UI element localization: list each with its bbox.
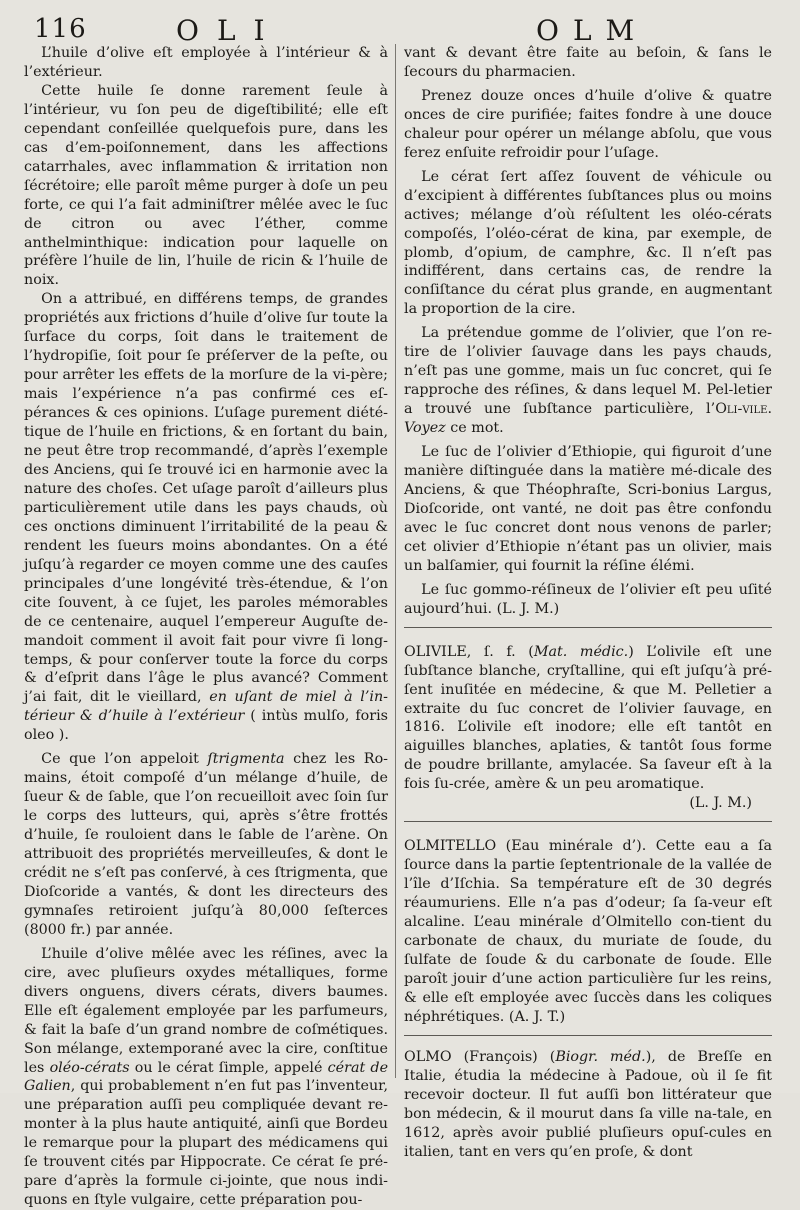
entry-category: Mat. médic. <box>533 643 629 660</box>
paragraph: On a attribué, en différens temps, de grandes propriétés aux frictions d’huile d’olive ſur toute la ſurface du corps, ſoit dans le traitement de l’hydropiſie, ſoit pour ſe préſerver de la peſte, ou pour arrêter les effets de la morſure de la vi-père; mais l’expérience n’a pas confirmé ces eſ-pérances & ces opinions. L’uſage purement diété-tique de l’huile en frictions, & en ſortant du bain, ne peut être trop recommandé, d’après l’exemple des Anciens, qui ſe trouvé ici en harmonie avec la nature des choſes. Cet uſage paroît d’ailleurs plus particulièrement utile dans les pays chauds, où ces onctions diminuent l’irritabilité de la peau & rendent les ſueurs moins abondantes. On a été juſqu’à regarder ce moyen comme une des cauſes principales d’une longévité très-étendue, & l’on cite ſouvent, à ce ſujet, les paroles mémorables de ce centenaire, auquel l’empereur Auguſte de-mandoit comment il avoit fait pour vivre ſi long-temps, & pour conſerver toute la force du corps & d’eſprit dans l’âge le plus avancé? Comment j’ai fait, dit le vieillard, en uſant de miel à l’in-térieur & d’huile à l’extérieur ( intùs mulſo, foris oleo ). <box>24 291 388 744</box>
page-header <box>0 0 800 47</box>
paragraph: Ce que l’on appeloit ſtrigmenta chez les Ro-mains, étoit compoſé d’un mélange d’huile, de ſueur & de ſable, que l’on recueilloit avec ſoin ſur le corps des lutteurs, qui, après s’être frottés d’huile, ſe rouloient dans le ſable de l’arène. On attribuoit des propriétés merveilleuſes, & dont le crédit ne s’eſt pas conſervé, à ces ſtrigmenta, que Dioſcoride a vantés, & dont les directeurs des gymnaſes retiroient juſqu’à 80,000 ſeſterces (8000 fr.) par année. <box>24 751 389 938</box>
paragraph: L’huile d’olive eſt employée à l’intérieur & à l’extérieur. <box>24 45 388 80</box>
italic-term: oléo-cérats <box>49 1059 130 1076</box>
italic-term: Voyez <box>404 420 446 437</box>
running-head-left: OLI <box>176 14 283 47</box>
entry-divider <box>404 1035 772 1036</box>
paragraph: La prétendue gomme de l’olivier, que l’on re-tire de l’olivier ſauvage dans les pays chauds, n’eſt pas une gomme, mais un ſuc concret, qui ſe rapproche des réſines, & dans lequel M. Pel-letier a trouvé une ſubſtance particulière, l’Oli-vile. Voyez ce mot. <box>404 325 772 437</box>
paragraph: Le cérat ſert aſſez ſouvent de véhicule ou d’excipient à différentes ſubſtances plus ou moins actives; mélange d’où réſultent les oléo-cérats compoſés, l’oléo-cérat de kina, par exemple, de plomb, d’opium, de camphre, &c. Il n’eſt pas indifférent, dans certains cas, de rendre la conſiſtance du cérat plus grande, en augmentant la proportion de la cire. <box>404 168 772 318</box>
paragraph: L’huile d’olive mêlée avec les réſines, avec la cire, avec pluſieurs oxydes métalliques, forme divers onguens, divers cérats, divers baumes. Elle eſt également employée par les parfumeurs, & fait la baſe d’un grand nombre de coſmétiques. Son mélange, extemporané avec la cire, conſtitue les oléo-cérats ou le cérat ſimple, appelé cérat de Galien, qui probablement n’en fut pas l’inventeur, une préparation auſſi peu compliquée devant re-monter à la plus haute antiquité, ainſi que Bordeu le remarque pour la plupart des médicamens qui ſe trouvent cités par Hippocrate. Ce cérat ſe pré-pare d’après la formule ci-jointe, que nous indi-quons en ſtyle vulgaire, cette préparation pou- <box>24 945 389 1209</box>
page-number: 116 <box>34 14 87 44</box>
paragraph: Le ſuc de l’olivier d’Ethiopie, qui figuroit d’une manière diſtinguée dans la matière mé-dicale des Anciens, & que Théophraſte, Scri-bonius Largus, Dioſcoride, ont vanté, ne doit pas être confondu avec le ſuc concret dont nous venons de parler; cet olivier d’Ethiopie n’étant pas un olivier, mais un balſamier, qui fournit la réſine élémi. <box>404 444 772 574</box>
author-signature: (L. J. M.) <box>689 795 752 812</box>
dictionary-entry-olmo: OLMO (François) (Biogr. méd.), de Breſſe en Italie, étudia la médecine à Padoue, où il ſe fit recevoir docteur. Il fut auſſi bon littérateur que bon médecin, & il mourut dans ſa ville na-tale, en 1612, après avoir publié pluſieurs opuſ-cules en italien, tant en vers qu’en proſe, & dont <box>404 1048 772 1160</box>
paragraph: Prenez douze onces d’huile d’olive & quatre onces de cire purifiée; faites fondre à une douce chaleur pour opérer un mélange abſolu, que vous ferez enſuite refroidir pour l’uſage. <box>404 87 772 161</box>
italic-term: cérat de Galien <box>24 1059 389 1095</box>
paragraph: Cette huile ſe donne rarement ſeule à l’intérieur, vu ſon peu de digeſtibilité; elle eſt cependant conſeillée quelquefois pure, dans les cas d’em-poiſonnement, dans les affections catarrhales, avec inflammation & irritation non ſécrétoire; elle paroît même purger à doſe un peu forte, ce qui l’a fait adminiſtrer mêlée avec le ſuc de citron ou avec l’éther, comme anthelminthique: indication pour laquelle on préfère l’huile de lin, l’huile de ricin & l’huile de noix. <box>24 82 388 289</box>
paragraph: Le ſuc gommo-réſineux de l’olivier eſt peu uſité aujourd’hui. (L. J. M.) <box>404 581 772 617</box>
entry-category: Biogr. méd. <box>555 1048 646 1065</box>
left-column <box>24 44 388 1210</box>
italic-quote: en uſant de miel à l’in-térieur & d’huile à l’extérieur <box>24 689 388 725</box>
paragraph: vant & devant être faite au beſoin, & ſans le ſecours du pharmacien. <box>404 45 772 80</box>
italic-term: ſtrigmenta <box>207 751 285 768</box>
dictionary-entry-olivile: OLIVILE, ſ. f. (Mat. médic.) L’olivile eſt une ſubſtance blanche, cryſtalline, qui eſt juſqu’à pré-ſent inuſitée en médecine, & que M. Pelletier a extraite du ſuc concret de l’olivier ſauvage, en 1816. L’olivile eſt inodore; elle eſt tantôt en aiguilles blanches, aplaties, & tantôt ſous forme de poudre brillante, amylacée. Sa ſaveur eſt à la fois ſu-crée, amère & un peu aromatique. (L. J. M.) <box>404 643 773 812</box>
entry-divider <box>404 627 772 628</box>
running-head-right: OLM <box>536 14 649 47</box>
right-column <box>404 44 772 1161</box>
dictionary-entry-olmitello: OLMITELLO (Eau minérale d’). Cette eau a ſa ſource dans la partie ſeptentrionale de la vallée de l’île d’Iſchia. Sa température eſt de 30 degrés réaumuriens. Elle n’a pas d’odeur; ſa ſa-veur eſt alcaline. L’eau minérale d’Olmitello con-tient du carbonate de chaux, du muriate de ſoude, du ſulfate de ſoude & du carbonate de ſoude. Elle paroît jouir d’une action particulière ſur les reins, & elle eſt employée avec ſuccès dans les coliques néphrétiques. (A. J. T.) <box>404 838 772 1025</box>
small-caps-term: Oli-vile <box>715 401 768 418</box>
entry-divider <box>404 821 772 822</box>
column-divider <box>395 44 396 1078</box>
